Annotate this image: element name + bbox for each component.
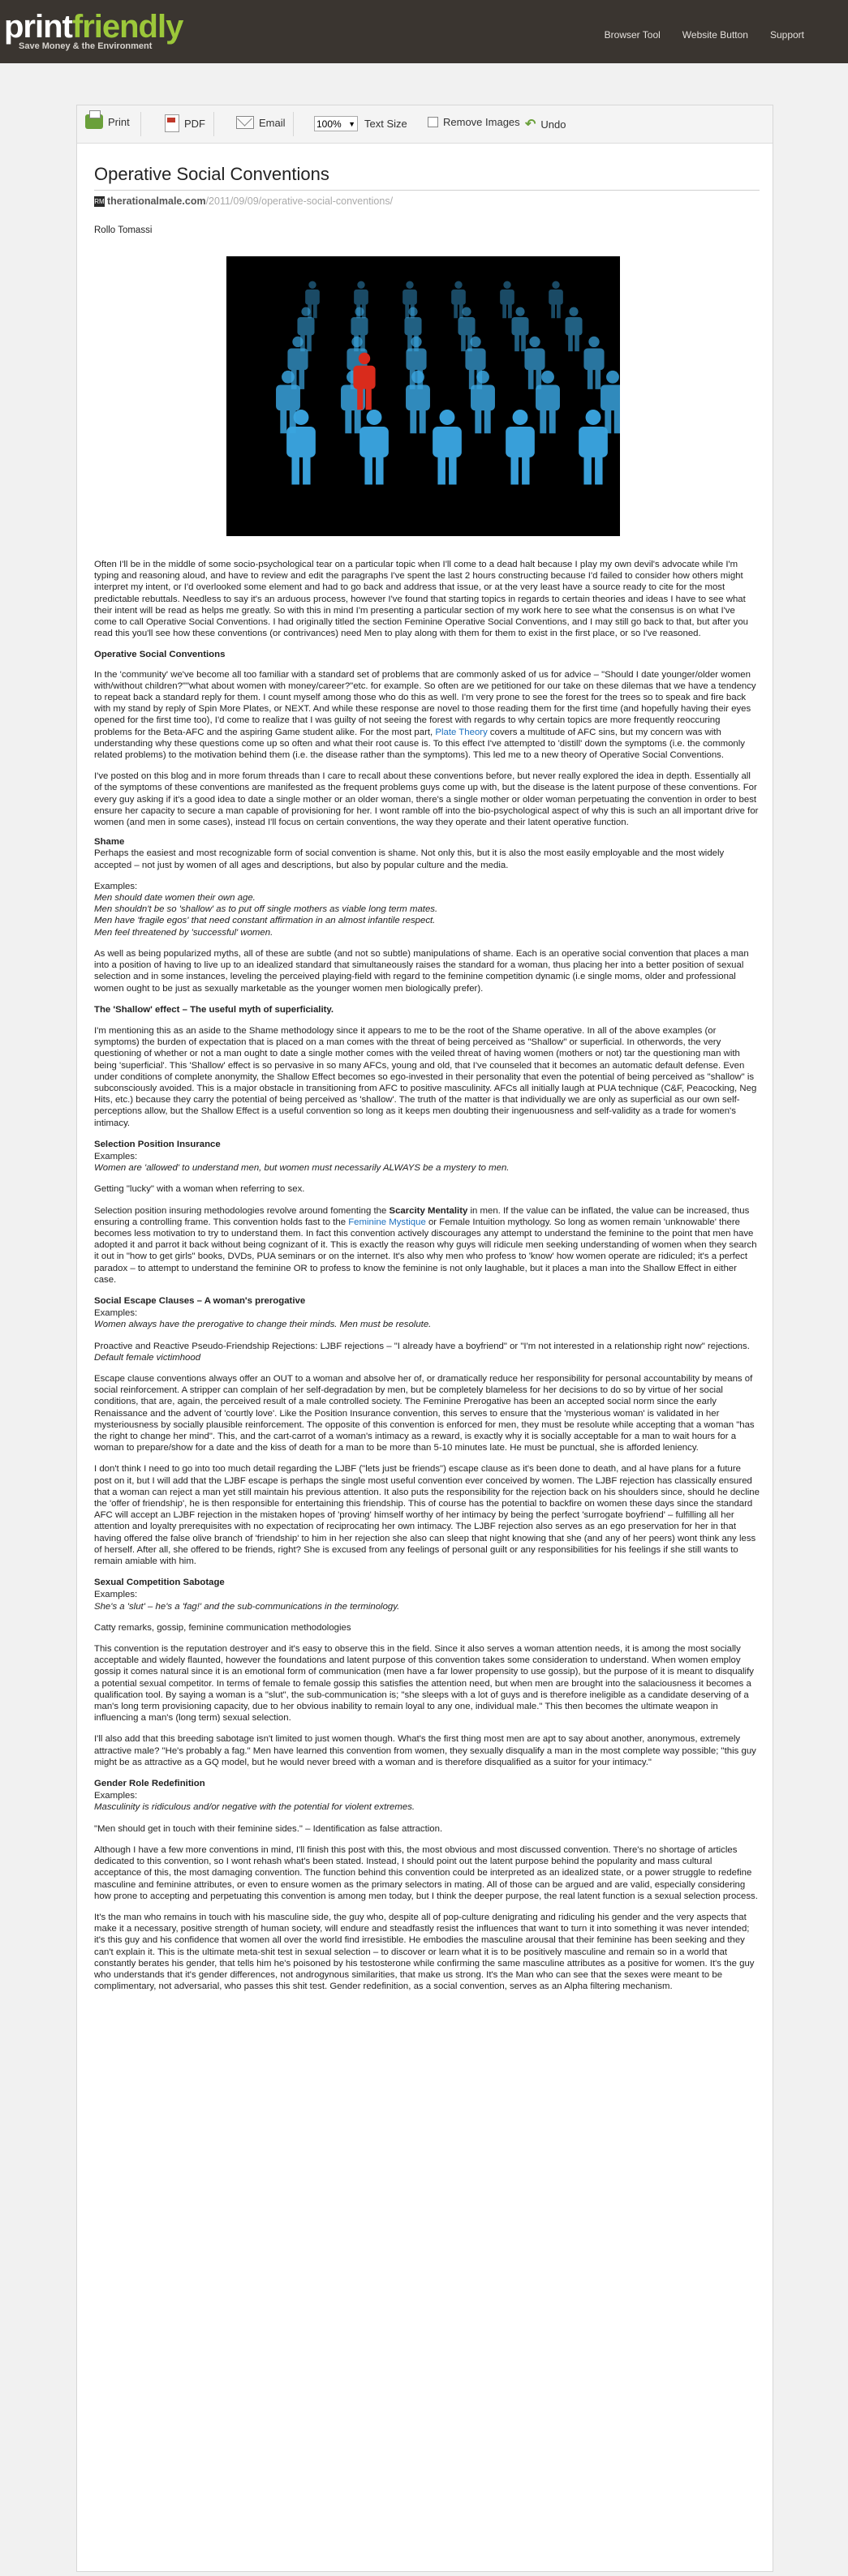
heading-selection-position-insurance: Selection Position Insurance <box>94 1139 221 1149</box>
toolbar <box>77 105 773 144</box>
person-figure <box>565 307 582 352</box>
intro-paragraph: Often I'll be in the middle of some socio-psychological tear on a particular topic when I'll come to a dead halt because I play my own devil's advocate while I'm typing and reasoning aloud, and have to review and edit the paragraphs I've spent the last 2 hours constructing because I'd failed to consider how others might interpret my intent, or I'd overlooked some element and had to go back and address that issue, or at the very least have a source ready to cite for the most predictable rebuttals. Needless to say it's an arduous process, however I've found that starting topics in regards to certain theories and ideas I have to see what their intent will be read as helps me greatly. So with this in mind I'm presenting a particular section of my work here to see what the consensus is on what I've come to call Operative Social Conventions. I had originally titled the section Feminine Operative Social Conventions, and I may still go back to that, but after you read this you'll see how these conventions (or contrivances) need Men to play along with them for them to exist in the first place, or so I've reasoned. <box>94 560 748 639</box>
sabotage-paragraph-2: I'll also add that this breeding sabotage isn't limited to just women though. What's the first thing most men are apt to say about another, anonymous, extremely attractive male? "He's probably a fag." Men have learned this convention from women, they sexually disqualify a man in the most complete way possible; "this guy might be as attractive as a GQ model, but he would never breed with a woman and is therefore disqualified as a suitor for your intimacy." <box>94 1734 756 1767</box>
person-figure <box>600 371 620 433</box>
pdf-button[interactable] <box>165 114 205 132</box>
person-figure <box>433 410 462 484</box>
examples-label: Examples: <box>94 1151 138 1161</box>
crowd-illustration <box>226 256 620 536</box>
top-nav <box>605 29 804 41</box>
toolbar-divider <box>213 112 214 136</box>
shame-paragraph-1: Perhaps the easiest and most recognizable form of social convention is shame. Not only this, but it is also the most easily employable and the most widely accepted – not just by women of all ages and descriptions, but also by popular culture and the media. <box>94 848 725 870</box>
person-figure <box>359 410 389 484</box>
person-figure <box>406 371 430 433</box>
zoom-select[interactable] <box>314 116 358 131</box>
print-label: Print <box>108 115 130 128</box>
envelope-icon <box>236 116 254 129</box>
shame-example: Men have 'fragile egos' that need constant affirmation in an almost infantile respect. <box>94 916 436 926</box>
gender-line: "Men should get in touch with their feminine sides." – Identification as false attraction. <box>94 1823 443 1834</box>
plate-theory-link[interactable]: Plate Theory <box>435 727 488 737</box>
person-figure <box>583 337 604 389</box>
gender-example: Masculinity is ridiculous and/or negative with the potential for violent extremes. <box>94 1802 415 1813</box>
heading-shallow-effect: The 'Shallow' effect – The useful myth of superficiality. <box>94 1004 334 1015</box>
email-label: Email <box>259 116 286 129</box>
spi-text-a: Selection position insuring methodologies revolve around fomenting the <box>94 1205 390 1216</box>
nav-support[interactable]: Support <box>769 29 804 41</box>
author: Rollo Tomassi <box>94 225 153 235</box>
email-button[interactable] <box>236 116 286 129</box>
chevron-down-icon: ▼ <box>348 119 355 128</box>
print-preview-frame <box>76 105 773 2572</box>
osc-paragraph-1 <box>94 669 760 762</box>
heading-operative-social-conventions: Operative Social Conventions <box>94 650 226 660</box>
heading-gender-role-redefinition: Gender Role Redefinition <box>94 1779 205 1789</box>
toolbar-divider <box>140 112 141 136</box>
undo-icon: ↶ <box>525 118 536 131</box>
page-title: Operative Social Conventions <box>94 164 760 191</box>
text-size-label: Text Size <box>364 118 407 130</box>
examples-label: Examples: <box>94 1791 138 1801</box>
examples-label: Examples: <box>94 1590 138 1600</box>
article <box>94 146 760 1992</box>
text-size-control <box>314 116 407 131</box>
escape-line: Proactive and Reactive Pseudo-Friendship Rejections: LJBF rejections – "I already have a boyfriend" or "I'm not interested in a relationship right now" rejections. <box>94 1341 750 1351</box>
pdf-label: PDF <box>184 117 205 130</box>
header-bar <box>0 0 848 63</box>
osc-text-b: covers a multitude of AFC sins, but my concern was with understanding why these questions come up so often and what their root cause is. To this effect I've attempted to 'distill' down the symptoms (i.e. the commonly related problems) to the motivation behind them (i.e. the disease rather than the symptoms). This led me to a new theory of Operative Social Conventions. <box>94 727 745 761</box>
undo-button[interactable] <box>525 116 566 132</box>
shame-example: Men feel threatened by 'successful' women. <box>94 927 273 938</box>
nav-browser-tool[interactable]: Browser Tool <box>604 29 661 41</box>
shallow-paragraph: I'm mentioning this as an aside to the Shame methodology since it appears to me to be the root of the Shame operative. In all of the above examples (or symptoms) the burden of expectation that is placed on a man comes with the threat of being perceived as "Shallow" or superficial. In otherwords, the very questioning of whether or not a man ought to date a single mother comes with the veiled threat of having women (mothers or not) tar the questioning man with being 'superficial'. This 'Shallow' effect is so pervasive in so many AFCs, young and old, that I've counseled that it becomes an automatic default defense. Even under conditions of complete anonymity, the Shallow Effect becomes so ego-invested in their personality that even the potential of being perceived as "shallow" is subconsciously avoided. This is a major obstacle in transitioning from AFC to positive masculinity. AFCs all initially laugh at PUA technique (C&F, Peacocking, Neg Hits, etc.) because they carry the potential of being perceived as 'shallow'. The truth of the matter is that individually we are only as superficial as our own self-perceptions allow, but the Shallow Effect is a useful convention so long as it keeps men doubting their ingenuousness and self-validity as a trade for women's intimacy. <box>94 1025 757 1128</box>
examples-label: Examples: <box>94 881 138 891</box>
source-path[interactable]: /2011/09/09/operative-social-conventions/ <box>205 195 394 207</box>
undo-label: Undo <box>540 118 566 131</box>
sabotage-line: Catty remarks, gossip, feminine communication methodologies <box>94 1622 351 1633</box>
print-button[interactable] <box>85 114 130 129</box>
heading-shame: Shame <box>94 837 125 848</box>
osc-paragraph-2: I've posted on this blog and in more forum threads than I care to recall about these conventions before, but never really explored the idea in depth. Essentially all of the symptoms of these conventions are manifested as the frequent problems guys come up with, but the disease is the latent purpose of these conventions. For every guy asking if it's a good idea to date a single mother or an older woman, there's a single mother or older woman perpetuating the convention in order to best ensure her capacity to secure a man capable of provisioning for her. I wont ramble off into the bio-psychological aspect of why this is such an all important drive for women (and men in some cases), instead I'll focus on certain conventions, the way they operate and their latent operative function. <box>94 771 759 828</box>
logo-print-text: print <box>4 9 72 45</box>
feminine-mystique-link[interactable]: Feminine Mystique <box>348 1217 426 1227</box>
shame-example: Men shouldn't be so 'shallow' as to put off single mothers as viable long term mates. <box>94 904 438 915</box>
source-domain[interactable]: therationalmale.com <box>107 195 206 207</box>
person-figure <box>524 337 545 389</box>
sabotage-paragraph-1: This convention is the reputation destroyer and it's easy to observe this in the field. Since it also serves a woman attention needs, it is among the most socially acceptable and widely flaunted, however the foundations and latent purpose of this convention takes some consideration to understand. When women employ gossip it comes natural since it is an emotional form of communication (men have a far lower propensity to use gossip), but the purpose of it is meant to disqualify a potential sexual competitor. In terms of female to female gossip this satisfies the attention need, but when men are brought into the salaciousness it becomes a qualification tool. By saying a woman is a "slut", the sub-communication is; "she sleeps with a lot of guys and is therefore ineligible as a candidate deserving of a man's long term provisioning capacity, due to her obvious inability to remain loyal to any one, individual male." This then becomes the ultimate weapon in influencing a man's (long term) sexual selection. <box>94 1644 754 1724</box>
escape-paragraph-1: Escape clause conventions always offer an OUT to a woman and absolve her of, or dramatically reduce her responsibility for personal accountability by means of social reinforcement. A stripper can complain of her self-degradation by men, but be completely blameless for her decisions to do so by virtue of her social conditions, that are, again, the perceived result of a male controlled society. The Feminine Prerogative has been an accepted social norm since the early Renaissance and the advent of 'courtly love'. Like the Position Insurance convention, this serves to ensure that the 'mysterious woman' is validated in her mysteriousness by socially plausible reinforcement. The opposite of this convention is enforced for men, they must be resolute while accepting that a woman "has the right to change her mind". This, and the cart-carrot of a woman's intimacy as a reward, is exactly why it is socially acceptable for a man to wait hours for a woman to prepare/show for a date and the kiss of death for a man to be more than 5-10 minutes late. He must be punctual, she is afforded leniency. <box>94 1373 755 1453</box>
heading-sexual-competition-sabotage: Sexual Competition Sabotage <box>94 1578 225 1588</box>
sabotage-example: She's a 'slut' – he's a 'fag!' and the sub-communications in the terminology. <box>94 1601 400 1612</box>
person-figure <box>511 307 528 352</box>
source-line <box>94 195 760 207</box>
printfriendly-logo[interactable] <box>4 11 183 51</box>
remove-images-label: Remove Images <box>443 116 520 128</box>
escape-default-victimhood: Default female victimhood <box>94 1352 201 1363</box>
person-figure <box>549 281 563 319</box>
person-figure <box>500 281 514 319</box>
spi-example: Women are 'allowed' to understand men, but women must necessarily ALWAYS be a mystery to men. <box>94 1163 510 1174</box>
gender-paragraph-1: Although I have a few more conventions in mind, I'll finish this post with this, the most obvious and most discussed convention. There's no shortage of articles dedicated to this convention, so I wont rehash what's been stated. Instead, I should point out the latent purpose behind the popularity and mass cultural acceptance of this, the most damaging convention. The function behind this convention could be interpreted as an idealized state, or a power struggle to redefine masculine and feminine attributes, or even to ensure women as the primary selectors in mating. All of those can be argued and are valid, especially considering how prone to accepting and perpetuating this convention is among men today, but I think the deeper purpose, the real latent function is a sexual selection process. <box>94 1844 758 1901</box>
osc-text-a: In the 'community' we've become all too familiar with a standard set of problems that are commonly asked of us for advice – "Should I date younger/older women with/without children?""what about women with money/career?"etc. for example. So often are we petitioned for our take on these dilemas that we have a tendency to repeat back a standard reply for them. I count myself among those who do this as well. I'm very prone to see the forest for the trees so to speak and fire back with my stand by reply of Spin More Plates, or NEXT. And while these response are novel to those reading them for the first time (and hopefully having their eyes opened for the first time too), I'd come to realize that I was guilty of not seeing the forest with regards to why certain topics are more frequently reoccuring problems for the Beta-AFC and the aspiring Game student alike. For the most part, <box>94 669 756 737</box>
spi-text-b: in men. If the value can be inflated, the value can be increased, thus ensuring a controlling frame. This convention holds fast to the <box>94 1205 750 1227</box>
shame-paragraph-2: As well as being popularized myths, all of these are subtle (and not so subtle) manipulations of shame. Each is an operative social convention that places a man into a position of having to live up to an idealized standard that simultaneously raises the standard for a woman, thus placing her into a better position of sexual selection and in some instances, leveling the perceived playing-field with regard to the feminine competition dynamic (i.e single moms, older and professional women ought to be just as sexually marketable as the younger women men biologically prefer). <box>94 948 749 994</box>
shame-example: Men should date women their own age. <box>94 893 256 904</box>
remove-images-toggle[interactable] <box>428 116 520 128</box>
spi-paragraph <box>94 1205 760 1286</box>
printer-icon <box>85 114 103 129</box>
escape-example: Women always have the prerogative to change their minds. Men must be resolute. <box>94 1320 432 1330</box>
toolbar-divider <box>293 112 294 136</box>
person-figure <box>506 410 535 484</box>
person-figure <box>579 410 608 484</box>
site-favicon: RM <box>94 197 105 205</box>
scarcity-mentality-bold: Scarcity Mentality <box>389 1205 468 1216</box>
zoom-value: 100% <box>316 118 342 130</box>
spi-text-c: or Female Intuition mythology. So long as women remain 'unknowable' there becomes less motivation to try to understand them. In fact this convention actively discourages any attempt to understand the feminine to the point that men have adopted it and parrot it back without being cognizant of it. This is exactly the reason why guys will ridicule men seeking understanding of women when they search it out in "how to get girls" books, DVDs, PUA seminars or on the internet. It's also why men who profess to 'know' how women operate are ridiculed; it's a perfect paradox – to attempt to understand the feminine OR to profess to know the feminine is not only laughable, but it places a man into the Shallow Effect in either case. <box>94 1217 757 1285</box>
hero-image[interactable] <box>226 256 620 536</box>
gender-paragraph-2: It's the man who remains in touch with his masculine side, the guy who, despite all of pop-culture denigrating and ridiculing his gender and the very aspects that make it a necessary, positive strength of human society, will endure and steadfastly resist the influences that want to turn it into something it was never intended; it's this guy and his confidence that women all over the world find irresistible. He embodies the masculine arousal that their feminine has been seeking and they can't explain it. This is the ultimate meta-shit test in sexual selection – to discover or learn what it is to be positively masculine and remain so in a world that constantly berates his gender, that tells him he's poisoned by his testosterone while confirming the same masculine attributes as a positive for women. It's the guy who understands that it's gender differences, not androgynous similarities, that make us strong. It's the Man who can see that the sexes were meant to be complimentary, not adversarial, who passes this shit test. Gender redefinition, as a social convention, serves as an Alpha filtering mechanism. <box>94 1912 755 1992</box>
remove-images-checkbox[interactable] <box>428 117 438 127</box>
nav-website-button[interactable]: Website Button <box>682 29 748 41</box>
person-figure <box>471 371 495 433</box>
spi-line: Getting "lucky" with a woman when referring to sex. <box>94 1184 305 1195</box>
examples-label: Examples: <box>94 1308 138 1319</box>
logo-friendly-text: friendly <box>71 9 183 45</box>
logo-tagline: Save Money & the Environment <box>19 41 153 51</box>
escape-paragraph-2: I don't think I need to go into too much detail regarding the LJBF ("lets just be friends") escape clause as it's been done to death, and al have plans for a future post on it, but I will add that the LJBF escape is perhaps the single most useful convention ever conceived by women. The LJBF rejection has classically ensured that a woman can reject a man yet still maintain his previous attention. It also puts the responsibility for the rejection back on his shoulders since, should he decline the 'offer of friendship', he is then responsible for entertaining this friendship. This of course has the potential to backfire on women these days since the standard AFC will accept an LJBF rejection in the mistaken hopes of 'proving' himself worthy of her intimacy by being the perfect 'surrogate boyfriend' – fulfilling all her attention and loyalty prerequisites with no expectation of reciprocating her own intimacy. The LJBF rejection also serves as an ego preservation for her in that having offered the false olive branch of 'friendship' to him in her rejection she also can sleep that night knowing that she (and any of her peers) wont think any less of herself. After all, she offered to be friends, right? She is excused from any feelings of personal guilt or any responsibilities for his feelings if she still wants to remain amiable with him. <box>94 1464 760 1567</box>
pdf-icon <box>165 114 179 132</box>
heading-social-escape-clauses: Social Escape Clauses – A woman's prerogative <box>94 1295 306 1306</box>
